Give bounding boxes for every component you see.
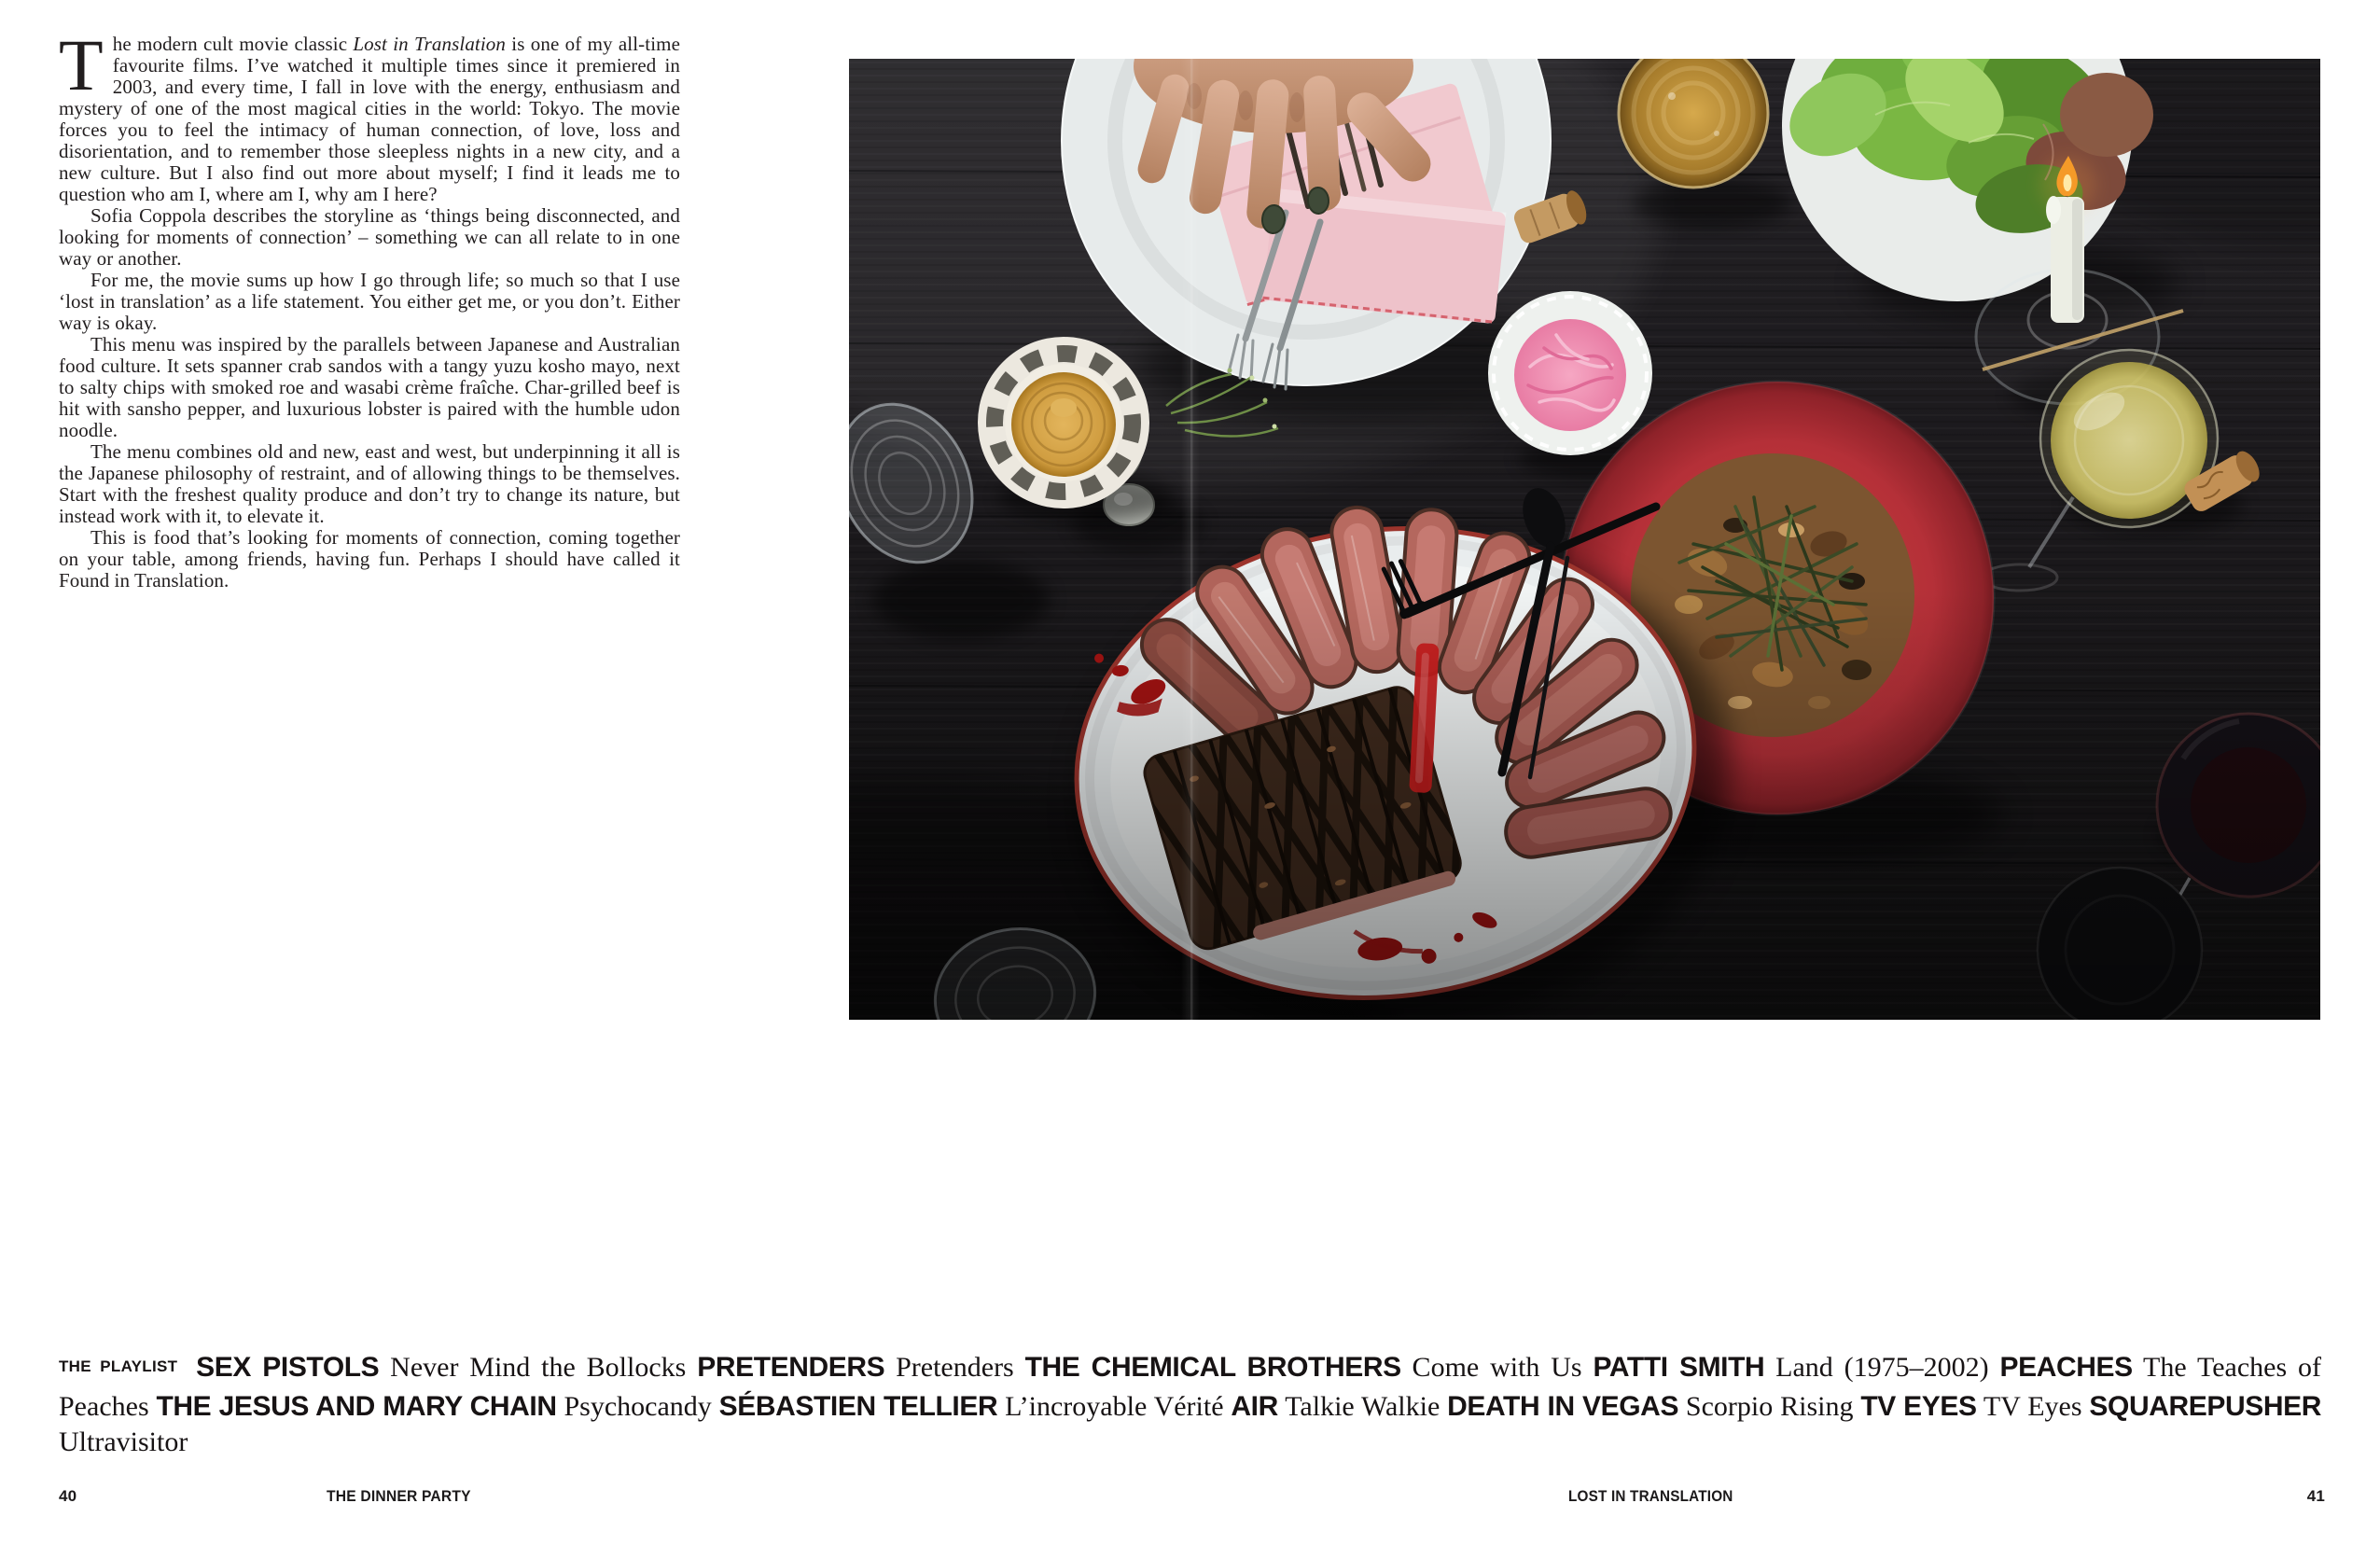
playlist-album: Never Mind the Bollocks bbox=[379, 1352, 698, 1383]
drop-cap: T bbox=[59, 24, 104, 105]
playlist-artist: PATTI SMITH bbox=[1593, 1352, 1765, 1383]
playlist-artist: AIR bbox=[1231, 1391, 1278, 1422]
playlist-artist: PEACHES bbox=[1999, 1352, 2133, 1383]
playlist-album: The Teaches of Peaches bbox=[59, 1352, 2322, 1422]
article-paragraph: Sofia Coppola describes the storyline as ‘things being disconnected, and looking for moments of connection’ – something we can all relate to in one way or another. bbox=[59, 204, 680, 270]
playlist-album: TV Eyes bbox=[1976, 1391, 2090, 1422]
footer-title-left: THE DINNER PARTY bbox=[327, 1487, 471, 1505]
footer-title-right: LOST IN TRANSLATION bbox=[1568, 1487, 1733, 1505]
playlist-album: Ultravisitor bbox=[59, 1427, 188, 1457]
playlist-album: L’incroyable Vérité bbox=[997, 1391, 1232, 1422]
page-gutter-line bbox=[1181, 59, 1200, 1020]
playlist-album: Pretenders bbox=[884, 1352, 1025, 1383]
page-number-left: 40 bbox=[59, 1487, 77, 1505]
playlist-text bbox=[59, 1352, 2321, 1457]
playlist bbox=[59, 1350, 2321, 1460]
article-paragraph: This is food that’s looking for moments of connection, coming together on your table, among friends, having fun. Perhaps I should have called it Found in Translation. bbox=[59, 526, 680, 592]
playlist-album: Scorpio Rising bbox=[1678, 1391, 1861, 1422]
playlist-album: Land (1975–2002) bbox=[1764, 1352, 2000, 1383]
playlist-label: THE PLAYLIST bbox=[59, 1357, 178, 1375]
playlist-artist: SEX PISTOLS bbox=[196, 1352, 380, 1383]
article-column bbox=[59, 24, 680, 592]
playlist-artist: TV EYES bbox=[1860, 1391, 1977, 1422]
article-body bbox=[59, 24, 680, 592]
article-paragraph: For me, the movie sums up how I go through life; so much so that I use ‘lost in translation’ as a life statement. You either get me, or you don’t. Either way is okay. bbox=[59, 269, 680, 334]
dinner-table-photo bbox=[849, 59, 2320, 1020]
playlist-artist: PRETENDERS bbox=[697, 1352, 885, 1383]
article-paragraph: This menu was inspired by the parallels between Japanese and Australian food culture. It sets spanner crab sandos with a tangy yuzu kosho mayo, next to salty chips with smoked roe and wasabi crème fraîche. Char-grilled beef is hit with sansho pepper, and luxurious lobster is paired with the humble udon noodle. bbox=[59, 333, 680, 441]
playlist-artist: DEATH IN VEGAS bbox=[1447, 1391, 1679, 1422]
playlist-album: Come with Us bbox=[1400, 1352, 1594, 1383]
page-number-right: 41 bbox=[2306, 1487, 2325, 1505]
playlist-artist: SQUAREPUSHER bbox=[2089, 1391, 2321, 1422]
playlist-artist: THE JESUS AND MARY CHAIN bbox=[156, 1391, 557, 1422]
playlist-artist: THE CHEMICAL BROTHERS bbox=[1024, 1352, 1401, 1383]
playlist-album: Talkie Walkie bbox=[1277, 1391, 1448, 1422]
playlist-album: Psychocandy bbox=[556, 1391, 719, 1422]
article-paragraph: The menu combines old and new, east and west, but underpinning it all is the Japanese philosophy of restraint, and of allowing things to be themselves. Start with the freshest quality produce and don’t try to change its nature, but instead work with it, to elevate it. bbox=[59, 440, 680, 527]
vignette bbox=[849, 59, 2320, 1020]
article-paragraph: The modern cult movie classic Lost in Translation is one of my all-time favourite films. I’ve watched it multiple times since it premiered in 2003, and every time, I fall in love with the energy, enthusiasm and mystery of one of the most magical cities in the world: Tokyo. The movie forces you to feel the intimacy of human connection, of love, loss and disorientation, and to remember those sleepless nights in a new city, and a new culture. But I also find out more about myself; I find it leads me to question who am I, where am I, why am I here? bbox=[59, 24, 680, 205]
playlist-artist: SÉBASTIEN TELLIER bbox=[718, 1391, 998, 1422]
